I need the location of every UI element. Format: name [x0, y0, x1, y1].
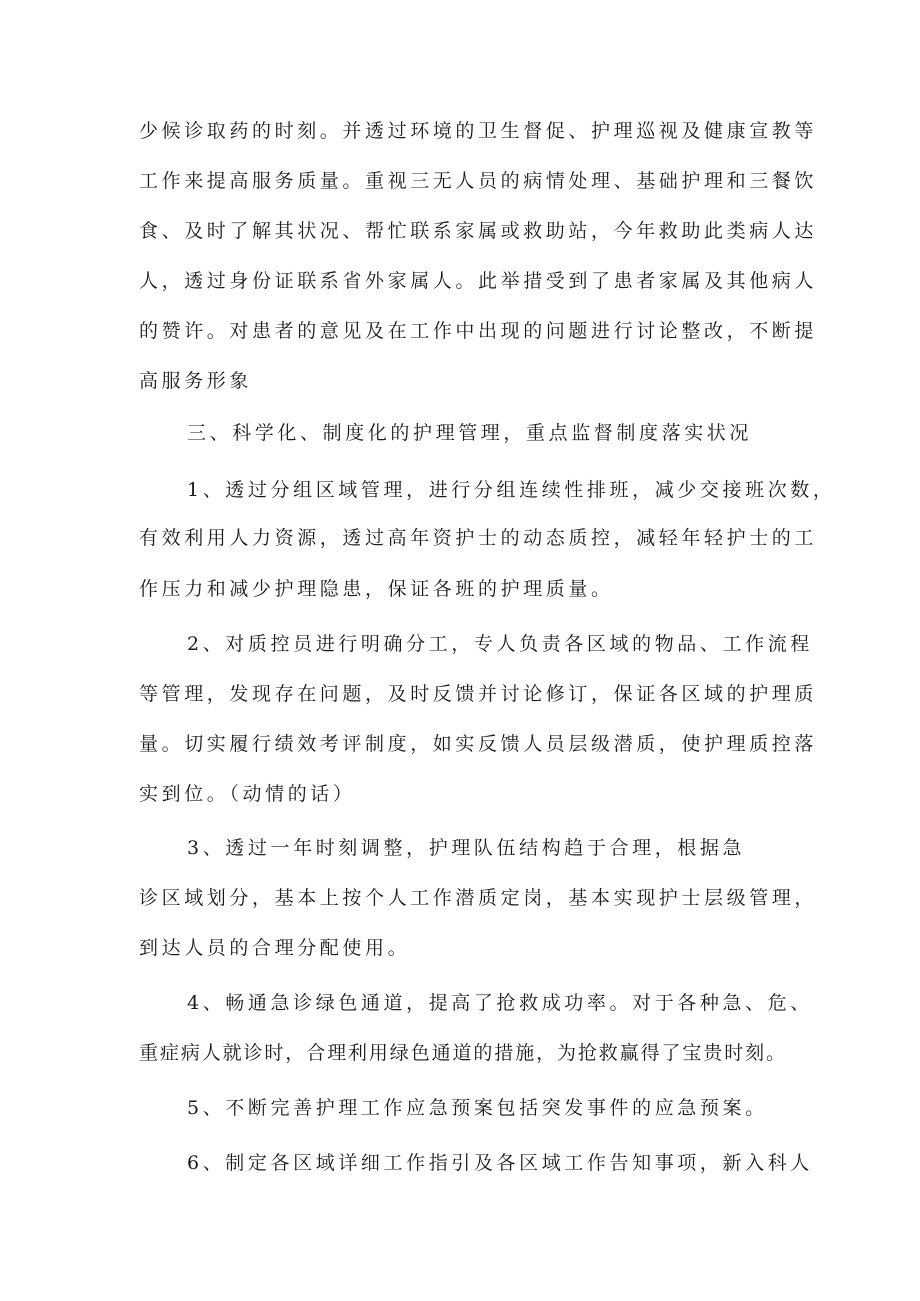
paragraph-line: 到达人员的合理分配使用。	[139, 937, 411, 959]
paragraph-line: 作压力和减少护理隐患，保证各班的护理质量。	[139, 578, 614, 600]
paragraph-line: 5、不断完善护理工作应急预案包括突发事件的应急预案。	[187, 1097, 768, 1119]
paragraph-line: 重症病人就诊时，合理利用绿色通道的措施，为抢救赢得了宝贵时刻。	[139, 1042, 787, 1064]
paragraph-line: 工作来提高服务质量。重视三无人员的病情处理、基础护理和三餐饮	[139, 170, 818, 192]
paragraph-line: 6、制定各区域详细工作指引及各区域工作告知事项，新入科人	[187, 1152, 813, 1174]
paragraph-line: 诊区域划分，基本上按个人工作潜质定岗，基本实现护士层级管理，	[139, 887, 818, 909]
paragraph-line: 人，透过身份证联系省外家属人。此举措受到了患者家属及其他病人	[139, 270, 818, 292]
paragraph-line: 2、对质控员进行明确分工，专人负责各区域的物品、工作流程	[187, 633, 813, 655]
paragraph-line: 少候诊取药的时刻。并透过环境的卫生督促、护理巡视及健康宣教等	[139, 120, 818, 142]
paragraph-line: 高服务形象	[139, 370, 253, 392]
paragraph-line: 的赞许。对患者的意见及在工作中出现的问题进行讨论整改，不断提	[139, 320, 818, 342]
paragraph-line: 量。切实履行绩效考评制度，如实反馈人员层级潜质，使护理质控落	[139, 733, 818, 755]
paragraph-line: 等管理，发现存在问题，及时反馈并讨论修订，保证各区域的护理质	[139, 683, 818, 705]
section-heading: 三、科学化、制度化的护理管理，重点监督制度落实状况	[187, 422, 753, 444]
paragraph-line: 实到位。（动情的话）	[139, 783, 356, 805]
paragraph-line: 1、透过分组区域管理，进行分组连续性排班，减少交接班次数，	[187, 479, 836, 501]
paragraph-line: 3、透过一年时刻调整，护理队伍结构趋于合理，根据急	[187, 837, 746, 859]
paragraph-line: 4、畅通急诊绿色通道，提高了抢救成功率。对于各种急、危、	[187, 992, 813, 1014]
paragraph-line: 有效利用人力资源，透过高年资护士的动态质控，减轻年轻护士的工	[139, 527, 818, 549]
paragraph-line: 食、及时了解其状况、帮忙联系家属或救助站，今年救助此类病人达	[139, 220, 818, 242]
